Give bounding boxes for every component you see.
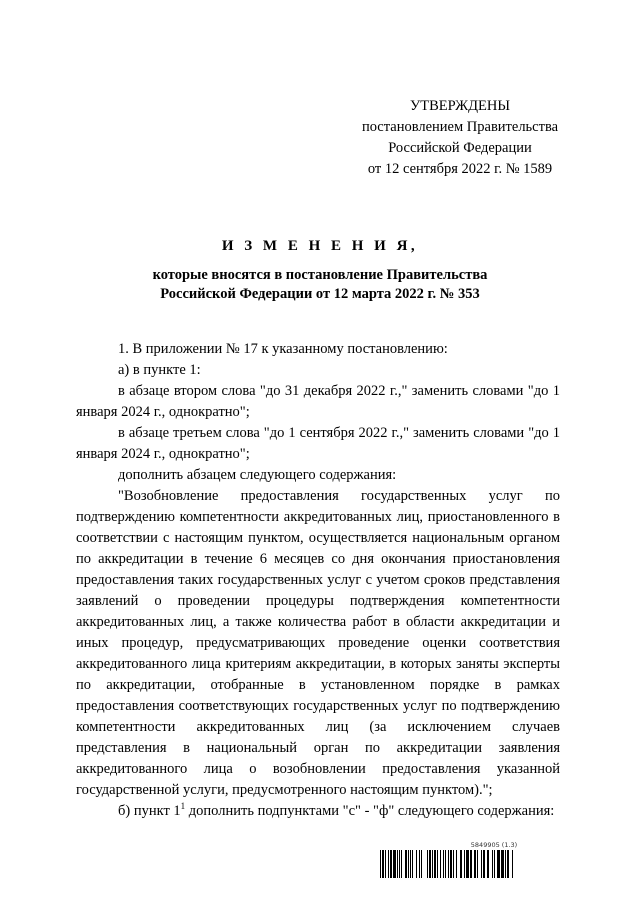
- barcode-gap: [513, 850, 514, 878]
- document-code: 5849905 (1.3): [470, 841, 518, 849]
- document-subtitle-line-1: которые вносятся в постановление Правительства: [152, 267, 488, 283]
- paragraph-7-start: б) пункт 1: [118, 803, 181, 819]
- paragraph-3: в абзаце втором слова "до 31 декабря 2022 г.," заменить словами "до 1 января 2024 г., однократно";: [76, 383, 560, 420]
- paragraph-6: "Возобновление предоставления государственных услуг по подтверждению компетентности аккредитованных лиц, приостановленного в соответствии с настоящим пунктом, осуществляется национальным органом по аккредитации в течение 6 месяцев со дня окончания приостановления предоставления таких государственных услуг с учетом сроков представления заявлений о проведении процедуры подтверждения компетентности аккредитованных лиц, а также количества работ в области аккредитации и иных процедур, предусматривающих проведение оценки соответствия аккредитованного лица критериям аккредитации, в которых заняты эксперты по аккредитации, отобранные в установленном порядке в рамках предоставления соответствующих государственных услуг по подтверждению компетентности аккредитованных лиц (за исключением случаев представления в национальный орган по аккредитации заявления аккредитованного лица о возобновлении предоставления указанной государственной услуги, предусмотренного настоящим пунктом).";: [76, 488, 560, 798]
- document-body: [76, 339, 560, 822]
- approval-line-3: от 12 сентября 2022 г. № 1589: [367, 161, 553, 177]
- approval-line-2: Российской Федерации: [388, 140, 532, 156]
- document-subtitle-line-2: Российской Федерации от 12 марта 2022 г. № 353: [160, 286, 480, 302]
- paragraph-7-superscript: 1: [180, 801, 186, 812]
- paragraph-2: а) в пункте 1:: [118, 362, 201, 378]
- paragraph-4: в абзаце третьем слова "до 1 сентября 2022 г.," заменить словами "до 1 января 2024 г., однократно";: [76, 425, 560, 462]
- approval-title: УТВЕРЖДЕНЫ: [409, 98, 511, 114]
- approval-stamp: [330, 96, 590, 180]
- paragraph-5: дополнить абзацем следующего содержания:: [118, 467, 397, 483]
- approval-line-1: постановлением Правительства: [361, 119, 559, 135]
- paragraph-7-end: дополнить подпунктами "с" - "ф" следующего содержания:: [185, 803, 555, 819]
- document-subtitle: [60, 266, 580, 304]
- paragraph-1: 1. В приложении № 17 к указанному постановлению:: [118, 341, 448, 357]
- barcode: [380, 850, 566, 878]
- document-title: И З М Е Н Е Н И Я,: [221, 238, 419, 254]
- paragraph-7: [76, 801, 560, 822]
